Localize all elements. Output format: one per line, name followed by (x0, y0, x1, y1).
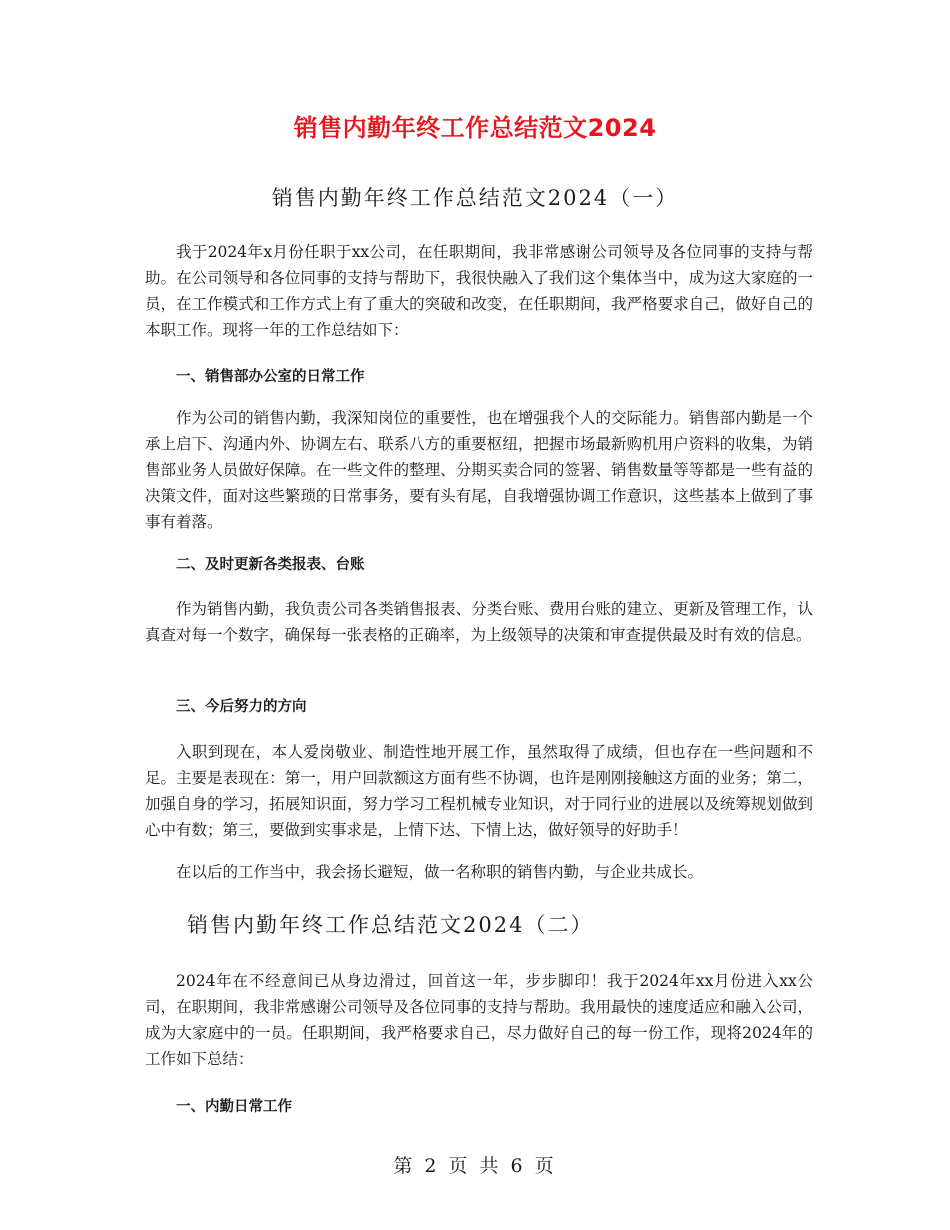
page-footer: 第 2 页 共 6 页 (393, 1155, 557, 1177)
section-title-1: 销售内勤年终工作总结范文2024（一） (271, 186, 679, 210)
heading-future-direction: 三、今后努力的方向 (176, 699, 307, 715)
paragraph-daily-work: 作为公司的销售内勤，我深知岗位的重要性，也在增强我个人的交际能力。销售部内勤是一个承上启下、沟通内外、协调左右、联系八方的重要枢纽，把握市场最新购机用户资料的收集，为销售部业务人员做好保障。在一些文件的整理、分期买卖合同的签署、销售数量等等都是一些有益的决策文件，面对这些繁琐的日常事务，要有头有尾，自我增强协调工作意识，这些基本上做到了事事有着落。 (145, 409, 813, 531)
intro-paragraph-2: 2024年在不经意间已从身边滑过，回首这一年，步步脚印！我于2024年xx月份进入xx公司，在职期间，我非常感谢公司领导及各位同事的支持与帮助。我用最快的速度适应和融入公司，成为大家庭中的一员。任职期间，我严格要求自己，尽力做好自己的每一份工作，现将2024年的工作如下总结： (145, 972, 813, 1068)
heading-reports: 二、及时更新各类报表、台账 (176, 557, 365, 573)
paragraph-future-direction: 入职到现在，本人爱岗敬业、制造性地开展工作，虽然取得了成绩，但也存在一些问题和不足。主要是表现在：第一，用户回款额这方面有些不协调，也许是刚刚接触这方面的业务；第二，加强自身的学习，拓展知识面，努力学习工程机械专业知识，对于同行业的进展以及统筹规划做到心中有数；第三，要做到实事求是，上情下达、下情上达，做好领导的好助手！ (145, 743, 813, 839)
heading-internal-daily-work: 一、内勤日常工作 (176, 1099, 292, 1115)
paragraph-reports: 作为销售内勤，我负责公司各类销售报表、分类台账、费用台账的建立、更新及管理工作，认真查对每一个数字，确保每一张表格的正确率，为上级领导的决策和审查提供最及时有效的信息。 (145, 600, 813, 644)
section-title-2: 销售内勤年终工作总结范文2024（二） (187, 913, 594, 937)
heading-daily-work: 一、销售部办公室的日常工作 (176, 369, 365, 385)
document-title: 销售内勤年终工作总结范文2024 (293, 114, 657, 142)
closing-paragraph: 在以后的工作当中，我会扬长避短，做一名称职的销售内勤，与企业共成长。 (176, 863, 704, 881)
intro-paragraph-1: 我于2024年x月份任职于xx公司，在任职期间，我非常感谢公司领导及各位同事的支持与帮助。在公司领导和各位同事的支持与帮助下，我很快融入了我们这个集体当中，成为这大家庭的一员，在工作模式和工作方式上有了重大的突破和改变，在任职期间，我严格要求自己，做好自己的本职工作。现将一年的工作总结如下： (145, 243, 813, 339)
